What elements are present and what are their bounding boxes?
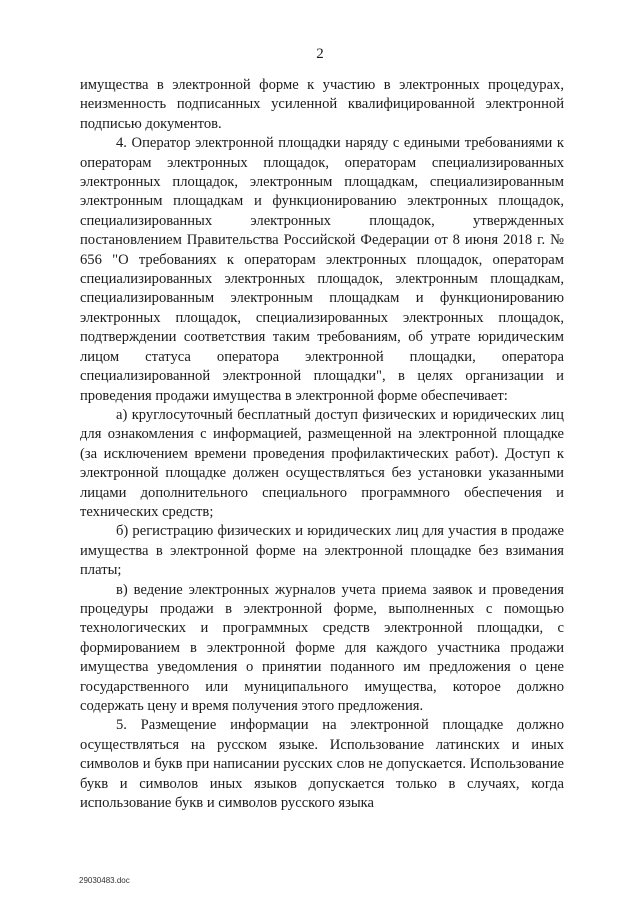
paragraph-item-4b: б) регистрацию физических и юридических лиц для участия в продаже имущества в электронной форме на электронной площадке без взимания платы;	[80, 523, 564, 579]
page-number: 2	[316, 46, 324, 62]
paragraph-continuation: имущества в электронной форме к участию в электронных процедурах, неизменность подписанных усиленной квалифицированной электронной подписью документов.	[80, 77, 564, 132]
paragraph-item-4v: в) ведение электронных журналов учета приема заявок и проведения процедуры продажи в электронной форме, выполненных с помощью технологических и программных средств электронной площадки, с формированием в электронной форме для каждого участника продажи имущества уведомления о принятии поданного им предложения о цене государственного или муниципального имущества, которое должно содержать цену и время получения этого предложения.	[80, 581, 564, 714]
paragraph-item-4a: а) круглосуточный бесплатный доступ физических и юридических лиц для ознакомления с информацией, размещенной на электронной площадке (за исключением времени проведения профилактических работ). Доступ к электронной площадке должен осуществляться без установки указанными лицами дополнительного специального программного обеспечения и технических средств;	[80, 406, 564, 520]
paragraph-item-4: 4. Оператор электронной площадки наряду с едиными требованиями к операторам электронных площадок, операторам специализированных электронных площадок, электронным площадкам, специализированным электронным площадкам и функционированию электронных площадок, специализированных электронных площадок, утвержденных постановлением Правительства Российской Федерации от 8 июня 2018 г. № 656 "О требованиях к операторам электронных площадок, операторам специализированных электронных площадок, электронным площадкам, специализированным электронным площадкам и функционированию электронных площадок, специализированных электронных площадок, подтверждении соответствия таким требованиям, об утрате юридическим лицом статуса оператора электронной площадки, оператора специализированной электронной площадки", в целях организации и проведения продажи имущества в электронной форме обеспечивает:	[80, 135, 564, 404]
paragraph-item-5: 5. Размещение информации на электронной площадке должно осуществляться на русском языке. Использование латинских и иных символов и букв при написании русских слов не допускается. Использование букв и символов иных языков допускается только в случаях, когда использование букв и символов русского языка	[80, 717, 564, 812]
footer-document-code: 29030483.doc	[79, 876, 130, 885]
document-body	[80, 76, 564, 813]
